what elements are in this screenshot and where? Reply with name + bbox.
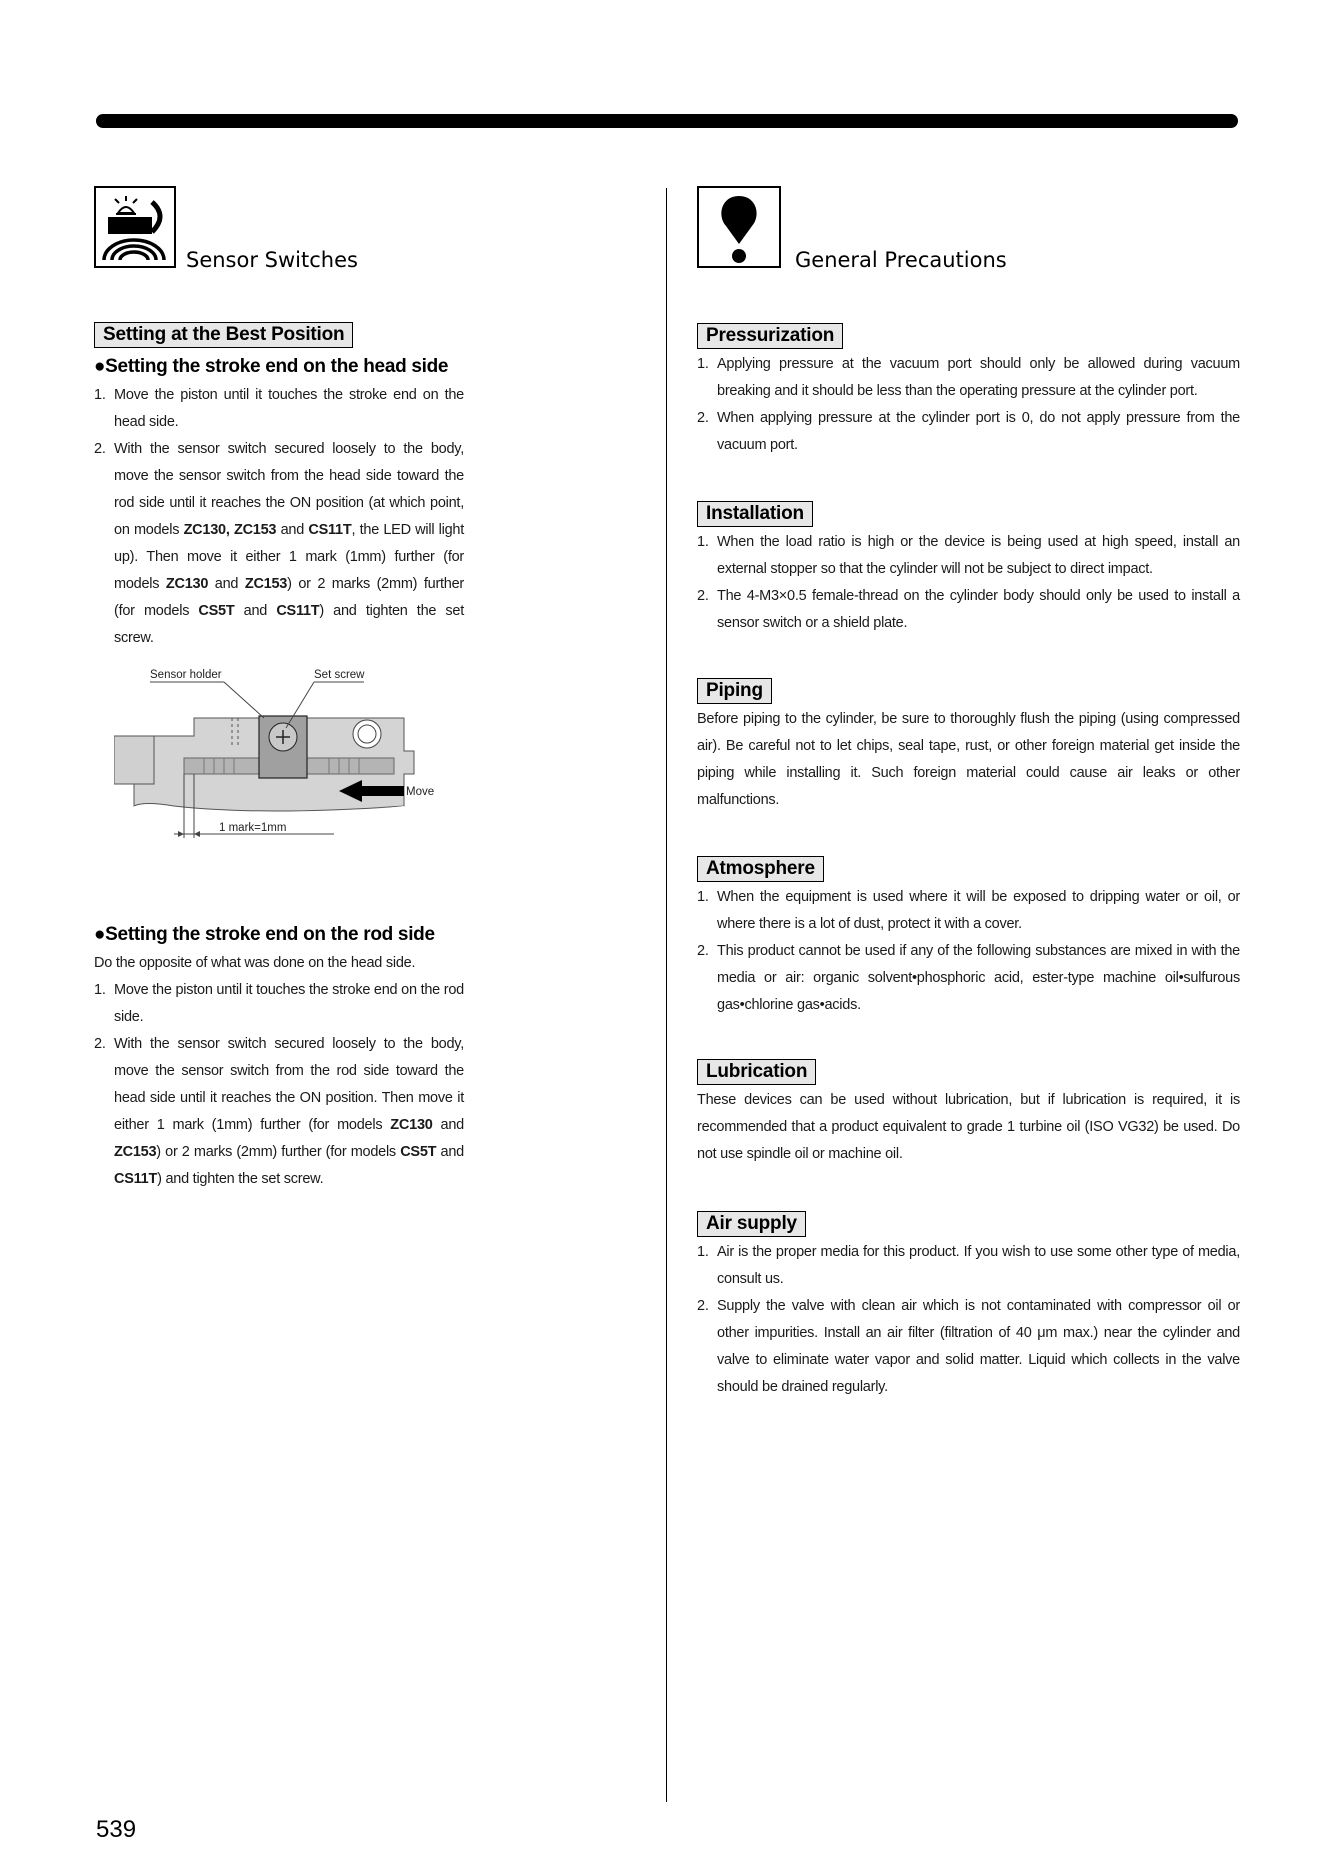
air-supply-section xyxy=(697,1211,1240,1401)
atmosphere-section xyxy=(697,856,1240,1019)
list-item: 2. With the sensor switch secured loosely to the body, move the sensor switch from the rod side toward the head side until it reaches the ON position. Then move it either 1 mark (1mm) further (for models ZC130 and ZC153) or 2 marks (2mm) further (for models CS5T and CS11T) and tighten the set screw. xyxy=(94,1036,464,1187)
section-title: Sensor Switches xyxy=(186,248,358,272)
heading-lubrication: Lubrication xyxy=(697,1059,816,1085)
figure-label-sensor-holder: Sensor holder xyxy=(150,669,222,681)
heading-piping: Piping xyxy=(697,678,772,704)
list-item: 1. Applying pressure at the vacuum port should only be allowed during vacuum breaking and it should be less than the operating pressure at the cylinder port. xyxy=(697,356,1240,399)
list-item: 1. When the equipment is used where it will be exposed to dripping water or oil, or where there is a lot of dust, protect it with a cover. xyxy=(697,889,1240,932)
list-item: 1. When the load ratio is high or the device is being used at high speed, install an external stopper so that the cylinder will not be subject to direct impact. xyxy=(697,534,1240,577)
sensor-holder-figure xyxy=(114,656,494,856)
subheading-rod-side: ●Setting the stroke end on the rod side xyxy=(94,924,435,945)
warning-icon xyxy=(697,186,781,268)
list-item: 2. The 4-M3×0.5 female-thread on the cylinder body should only be used to install a sensor switch or a shield plate. xyxy=(697,588,1240,631)
piping-text: Before piping to the cylinder, be sure to thoroughly flush the piping (using compressed air). Be careful not to let chips, seal tape, rust, or other foreign material get inside the piping while installing it. Such foreign material could cause air leaks or other malfunctions. xyxy=(697,711,1240,808)
rod-side-list xyxy=(94,977,464,1193)
heading-pressurization: Pressurization xyxy=(697,323,843,349)
lubrication-section xyxy=(697,1059,1240,1168)
heading-air-supply: Air supply xyxy=(697,1211,806,1237)
installation-section xyxy=(697,501,1240,637)
heading-best-position: Setting at the Best Position xyxy=(94,322,353,348)
list-item: 2. When applying pressure at the cylinder port is 0, do not apply pressure from the vacuum port. xyxy=(697,410,1240,453)
heading-atmosphere: Atmosphere xyxy=(697,856,824,882)
page-number: 539 xyxy=(96,1816,137,1843)
list-item: 2. With the sensor switch secured loosely to the body, move the sensor switch from the head side toward the rod side until it reaches the ON position (at which point, on models ZC130, ZC153 and CS11T, the LED will light up). Then move it either 1 mark (1mm) further (for models ZC130 and ZC153) or 2 marks (2mm) further (for models CS5T and CS11T) and tighten the set screw. xyxy=(94,441,465,646)
pressurization-section xyxy=(697,323,1240,459)
list-item: 1. Air is the proper media for this product. If you wish to use some other type of media, consult us. xyxy=(697,1244,1240,1287)
list-item: 2. Supply the valve with clean air which is not contaminated with compressor oil or other impurities. Install an air filter (filtration of 40 μm max.) near the cylinder and valve to eliminate water vapor and solid matter. Liquid which collects in the valve should be drained regularly. xyxy=(697,1298,1240,1395)
figure-label-set-screw: Set screw xyxy=(314,669,365,681)
piping-section xyxy=(697,678,1240,814)
subheading-head-side: ●Setting the stroke end on the head side xyxy=(94,356,449,377)
column-divider xyxy=(666,188,667,1802)
lubrication-text: These devices can be used without lubrication, but if lubrication is required, it is recommended that a product equivalent to grade 1 turbine oil (ISO VG32) be used. Do not use spindle oil or machine oil. xyxy=(697,1092,1240,1162)
figure-label-move: Move xyxy=(406,786,435,798)
head-side-list xyxy=(94,382,464,652)
rod-side-intro: Do the opposite of what was done on the head side. xyxy=(94,955,416,971)
figure-label-mark: 1 mark=1mm xyxy=(219,822,287,834)
list-item: 1. Move the piston until it touches the stroke end on the head side. xyxy=(94,387,464,430)
sensor-switch-icon xyxy=(94,186,176,268)
heading-installation: Installation xyxy=(697,501,813,527)
list-item: 2. This product cannot be used if any of the following substances are mixed in with the media or air: organic solvent•phosphoric acid, ester-type machine oil•sulfurous gas•chlorine gas•acids. xyxy=(697,943,1240,1013)
section-title: General Precautions xyxy=(795,248,1007,272)
list-item: 1. Move the piston until it touches the stroke end on the rod side. xyxy=(94,982,464,1025)
header-rule xyxy=(96,114,1238,128)
